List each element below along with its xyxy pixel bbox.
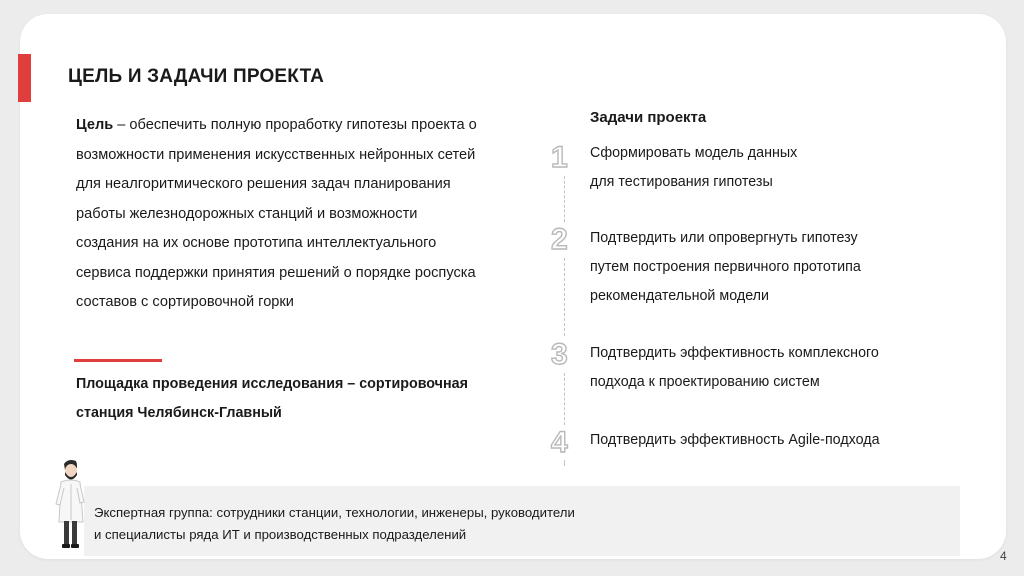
expert-text	[94, 502, 714, 546]
venue-line: станция Челябинск-Главный	[76, 405, 282, 421]
goal-line: составов с сортировочной горки	[76, 294, 294, 310]
venue-line: Площадка проведения исследования – сортировочная	[76, 376, 468, 392]
goal-line: создания на их основе прототипа интеллектуального	[76, 235, 437, 251]
accent-bar	[18, 54, 31, 102]
page-title: ЦЕЛЬ И ЗАДАЧИ ПРОЕКТА	[68, 66, 325, 87]
task-line: подхода к проектированию систем	[590, 374, 820, 390]
task-item-2	[590, 224, 970, 311]
venue-text	[76, 370, 536, 428]
task-number-1: 1	[551, 141, 568, 174]
task-number-2: 2	[551, 223, 568, 256]
task-line: Сформировать модель данных	[590, 145, 798, 161]
task-line: путем построения первичного прототипа	[590, 259, 861, 275]
connector-dash	[564, 176, 565, 222]
task-item-1	[590, 139, 970, 197]
connector-dash	[564, 460, 565, 466]
task-line: Подтвердить эффективность Agile-подхода	[590, 432, 880, 448]
goal-line: работы железнодорожных станций и возможности	[76, 205, 418, 222]
task-number-4: 4	[551, 426, 568, 459]
goal-label: Цель	[76, 117, 114, 133]
page-number: 4	[1000, 549, 1007, 563]
connector-dash	[564, 373, 565, 425]
task-item-3	[590, 339, 970, 397]
expert-line: и специалисты ряда ИТ и производственных подразделений	[94, 527, 467, 542]
goal-line: – обеспечить полную проработку гипотезы проекта о	[113, 117, 477, 133]
goal-paragraph	[76, 111, 536, 318]
goal-line: сервиса поддержки принятия решений о порядке роспуска	[76, 264, 476, 281]
task-line: для тестирования гипотезы	[590, 174, 773, 190]
task-line: Подтвердить эффективность комплексного	[590, 345, 879, 361]
tasks-title: Задачи проекта	[590, 109, 707, 126]
divider-red	[74, 359, 162, 362]
task-item-4	[590, 426, 970, 455]
task-line: Подтвердить или опровергнуть гипотезу	[590, 230, 858, 246]
task-number-3: 3	[551, 338, 568, 371]
expert-line: Экспертная группа: сотрудники станции, технологии, инженеры, руководители	[94, 505, 575, 520]
person-illustration	[50, 458, 90, 552]
goal-line: для неалгоритмического решения задач планирования	[76, 176, 451, 192]
goal-line: возможности применения искусственных нейронных сетей	[76, 146, 476, 163]
connector-dash	[564, 258, 565, 336]
task-line: рекомендательной модели	[590, 288, 769, 304]
